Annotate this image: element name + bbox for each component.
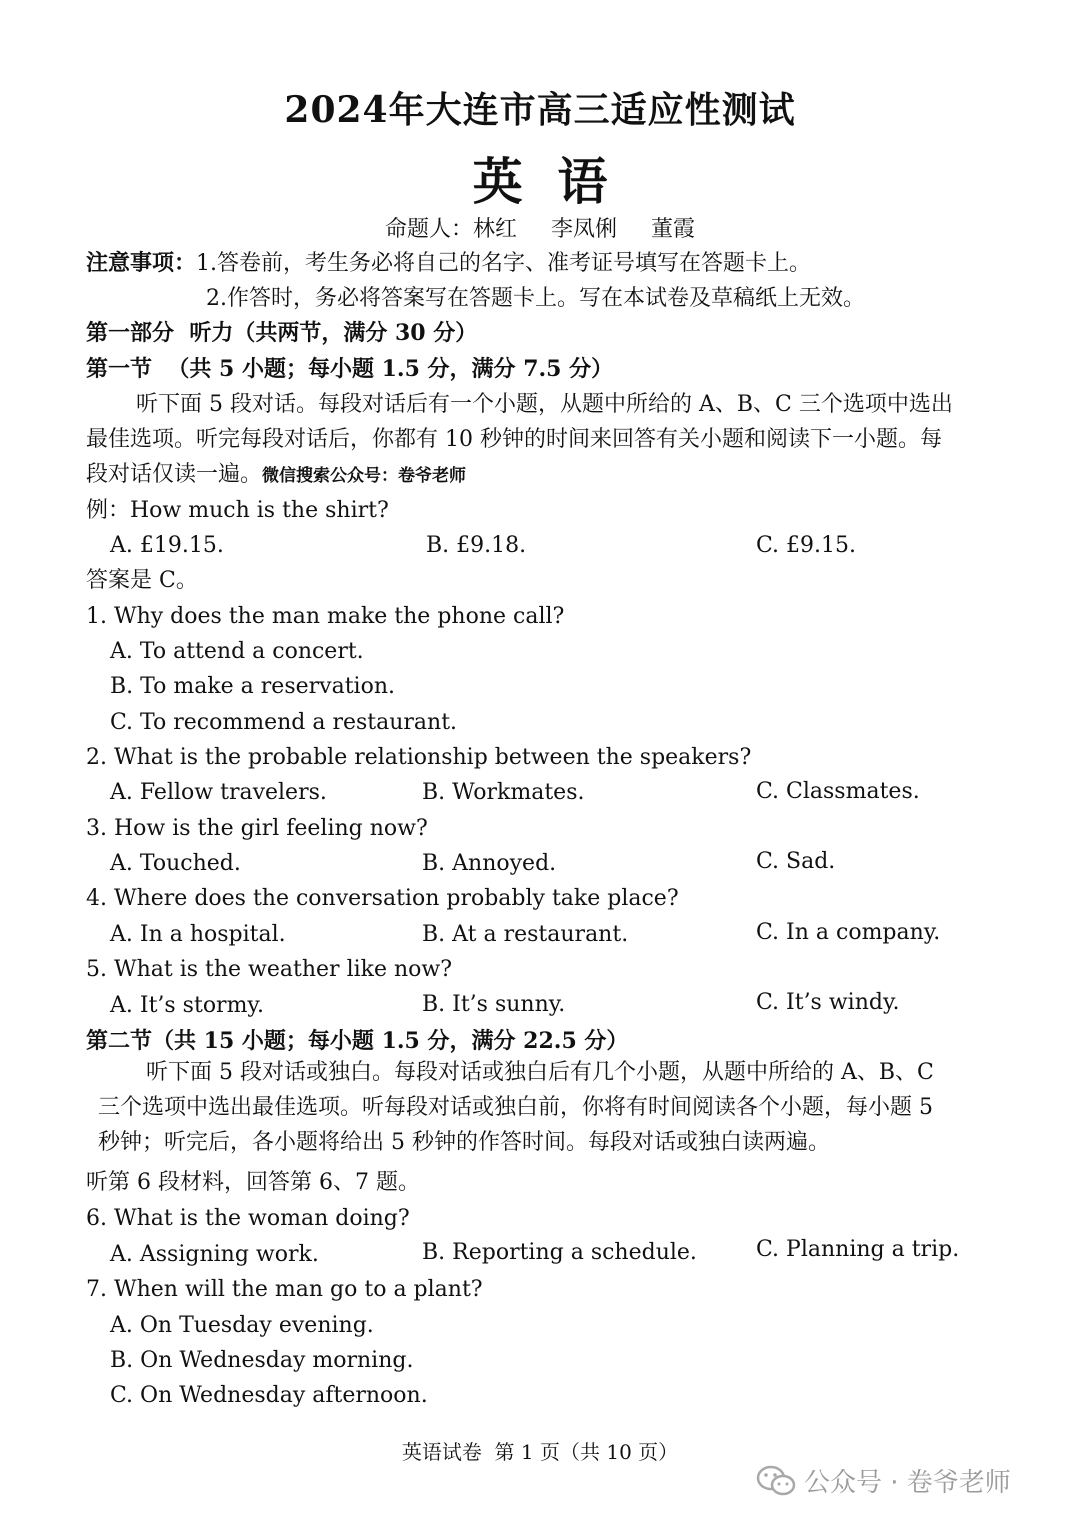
section2-instructions-line-1: 听下面 5 段对话或独白。每段对话或独白后有几个小题，从题中所给的 A、B、C bbox=[146, 1060, 934, 1085]
question-3-option-a: A. Touched. bbox=[110, 851, 241, 876]
question-6-option-c: C. Planning a trip. bbox=[756, 1237, 960, 1262]
question-3: 3. How is the girl feeling now? bbox=[86, 816, 428, 841]
question-1-option-a: A. To attend a concert. bbox=[110, 639, 364, 664]
question-4-option-a: A. In a hospital. bbox=[110, 922, 286, 947]
page-footer: 英语试卷 第 1 页（共 10 页） bbox=[401, 1440, 679, 1464]
example-option-c: C. £9.15. bbox=[756, 533, 857, 558]
question-5-option-b: B. It’s sunny. bbox=[422, 992, 566, 1017]
question-7-option-c: C. On Wednesday afternoon. bbox=[110, 1383, 428, 1408]
example-answer: 答案是 C。 bbox=[86, 568, 198, 593]
question-6: 6. What is the woman doing? bbox=[86, 1206, 410, 1231]
wechat-search-note: 微信搜索公众号：卷爷老师 bbox=[262, 466, 467, 486]
question-1-option-c: C. To recommend a restaurant. bbox=[110, 710, 458, 735]
wechat-official-account-icon bbox=[756, 1464, 796, 1498]
section1-instructions-line-2: 最佳选项。听完每段对话后，你都有 10 秒钟的时间来回答有关小题和阅读下一小题。每 bbox=[86, 427, 942, 452]
section1-instructions-text-3: 段对话仅读一遍。 bbox=[86, 462, 263, 487]
subject-title: 英 语 bbox=[472, 152, 608, 211]
question-6-option-a: A. Assigning work. bbox=[110, 1242, 319, 1267]
question-4-option-c: C. In a company. bbox=[756, 920, 941, 945]
question-4: 4. Where does the conversation probably take place? bbox=[86, 886, 679, 911]
authors-line: 命题人：林红 李凤俐 董霞 bbox=[385, 217, 695, 242]
notice-item-2: 2.作答时，务必将答案写在答题卡上。写在本试卷及草稿纸上无效。 bbox=[206, 286, 865, 311]
question-5: 5. What is the weather like now? bbox=[86, 957, 453, 982]
section1-instructions-line-1: 听下面 5 段对话。每段对话后有一个小题，从题中所给的 A、B、C 三个选项中选出 bbox=[136, 392, 953, 417]
question-7: 7. When will the man go to a plant? bbox=[86, 1277, 483, 1302]
question-6-option-b: B. Reporting a schedule. bbox=[422, 1240, 697, 1265]
section1-heading: 第一节 （共 5 小题；每小题 1.5 分，满分 7.5 分） bbox=[86, 356, 614, 382]
section2-instructions-line-3: 秒钟；听完后，各小题将给出 5 秒钟的作答时间。每段对话或独白读两遍。 bbox=[98, 1130, 830, 1155]
notice-item-1: 1.答卷前，考生务必将自己的名字、准考证号填写在答题卡上。 bbox=[196, 251, 812, 276]
question-3-option-b: B. Annoyed. bbox=[422, 851, 557, 876]
question-2-option-c: C. Classmates. bbox=[756, 779, 920, 804]
question-7-option-b: B. On Wednesday morning. bbox=[110, 1348, 414, 1373]
section2-instructions-line-2: 三个选项中选出最佳选项。听每段对话或独白前，你将有时间阅读各个小题，每小题 5 bbox=[98, 1095, 933, 1120]
question-2: 2. What is the probable relationship between the speakers? bbox=[86, 745, 752, 770]
watermark bbox=[756, 1462, 1011, 1499]
question-3-option-c: C. Sad. bbox=[756, 849, 836, 874]
example-option-b: B. £9.18. bbox=[426, 533, 527, 558]
question-1: 1. Why does the man make the phone call? bbox=[86, 604, 565, 629]
exam-title: 2024年大连市高三适应性测试 bbox=[284, 89, 796, 131]
part1-heading: 第一部分 听力（共两节，满分 30 分） bbox=[86, 320, 478, 346]
notice-line-1 bbox=[86, 248, 811, 279]
question-2-option-b: B. Workmates. bbox=[422, 780, 585, 805]
question-4-option-b: B. At a restaurant. bbox=[422, 922, 629, 947]
question-2-option-a: A. Fellow travelers. bbox=[110, 780, 327, 805]
watermark-text: 公众号 · 卷爷老师 bbox=[804, 1468, 1011, 1498]
question-5-option-c: C. It’s windy. bbox=[756, 990, 900, 1015]
material-6-note: 听第 6 段材料，回答第 6、7 题。 bbox=[86, 1170, 420, 1195]
question-5-option-a: A. It’s stormy. bbox=[110, 993, 264, 1018]
notice-label: 注意事项： bbox=[86, 250, 197, 276]
section1-instructions-line-3 bbox=[86, 460, 466, 491]
question-1-option-b: B. To make a reservation. bbox=[110, 674, 395, 699]
question-7-option-a: A. On Tuesday evening. bbox=[110, 1313, 374, 1338]
example-question: 例：How much is the shirt? bbox=[86, 498, 389, 523]
example-option-a: A. £19.15. bbox=[110, 533, 224, 558]
section2-heading: 第二节（共 15 小题；每小题 1.5 分，满分 22.5 分） bbox=[86, 1028, 629, 1054]
